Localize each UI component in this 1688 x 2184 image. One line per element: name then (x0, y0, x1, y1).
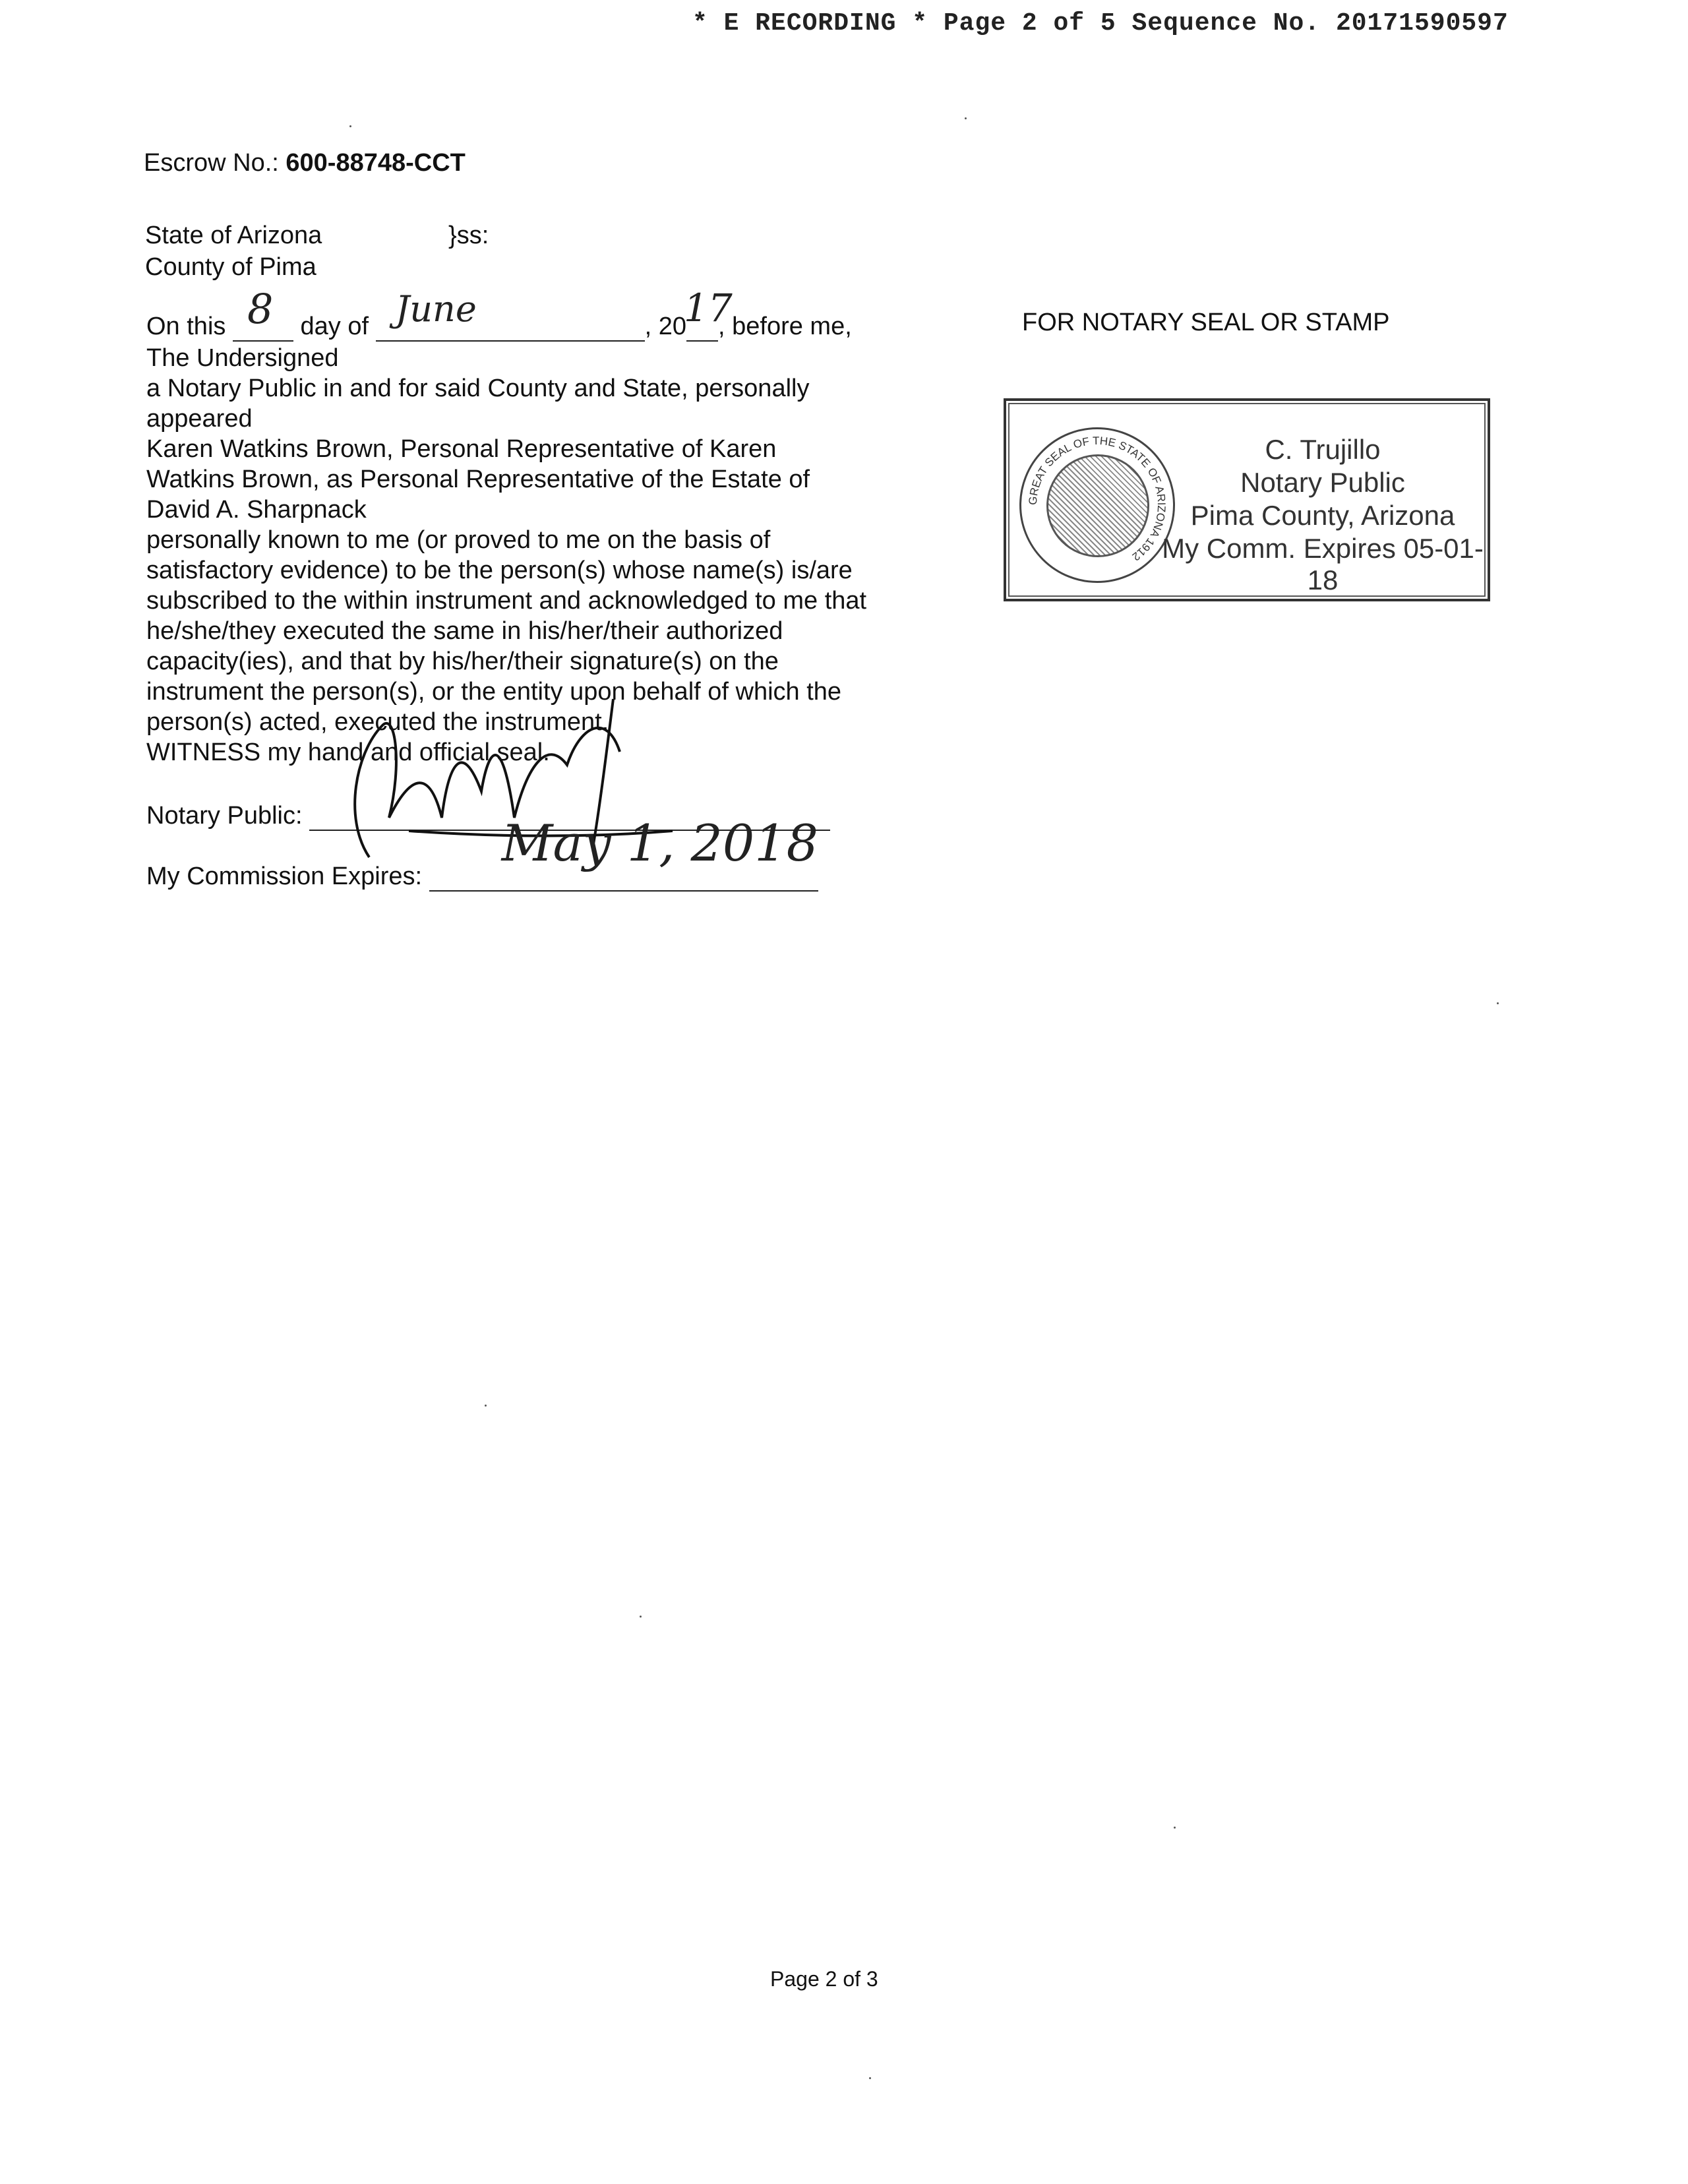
body-line-6: David A. Sharpnack (146, 496, 367, 524)
body-line-12: instrument the person(s), or the entity upon behalf of which the (146, 678, 842, 706)
day-handwritten: 8 (247, 285, 274, 333)
venue-ss: }ss: (448, 222, 489, 249)
body-line-9: subscribed to the within instrument and acknowledged to me that (146, 587, 867, 615)
scan-speck (869, 2077, 871, 2079)
seal-center-icon (1046, 454, 1149, 557)
escrow-label: Escrow No.: (144, 149, 279, 177)
body-line-14: WITNESS my hand and official seal. (146, 739, 550, 766)
recording-banner: * E RECORDING * Page 2 of 5 Sequence No. 20171590597 (692, 9, 1509, 38)
expires-handwritten: May 1, 2018 (501, 814, 818, 872)
notary-label: Notary Public: (146, 802, 303, 830)
body-line-13: person(s) acted, executed the instrument. (146, 708, 609, 736)
scan-speck (640, 1616, 642, 1618)
body-line-7: personally known to me (or proved to me on the basis of (146, 526, 771, 554)
stamp-notary-title: Notary Public (1240, 467, 1405, 498)
body-line-3: appeared (146, 405, 253, 433)
scan-speck (1174, 1827, 1176, 1829)
body-line-8: satisfactory evidence) to be the person(s) whose name(s) is/are (146, 557, 853, 584)
scan-speck (349, 125, 351, 127)
state-seal (1019, 427, 1175, 583)
body-line-1: The Undersigned (146, 344, 339, 372)
stamp-expires: My Comm. Expires 05-01-18 (1162, 533, 1484, 595)
escrow-number: 600-88748-CCT (286, 149, 466, 177)
stamp-notary-name: C. Trujillo (1265, 434, 1381, 465)
day-blank (233, 285, 293, 342)
month-handwritten: June (395, 288, 477, 330)
scan-speck (485, 1405, 487, 1407)
body-line-11: capacity(ies), and that by his/her/their signature(s) on the (146, 648, 779, 675)
stamp-heading: FOR NOTARY SEAL OR STAMP (1022, 309, 1390, 336)
expires-label: My Commission Expires: (146, 863, 423, 890)
on-this-label: On this (146, 313, 226, 340)
scan-speck (1497, 1002, 1499, 1004)
day-of-label: day of (300, 313, 369, 340)
body-line-2: a Notary Public in and for said County and State, personally (146, 375, 810, 402)
escrow-line (144, 148, 466, 178)
page-footer: Page 2 of 3 (770, 1967, 878, 1991)
year-blank (684, 286, 733, 342)
scan-speck (965, 117, 967, 119)
venue-state: State of Arizona (145, 222, 322, 249)
year-prefix: , 20 (644, 313, 686, 340)
year-handwritten: 17 (684, 286, 733, 330)
before-me-label: , before me, (718, 313, 852, 340)
notary-stamp (1004, 398, 1490, 601)
date-line (146, 285, 852, 342)
month-blank (376, 288, 645, 342)
venue-county: County of Pima (145, 253, 316, 281)
expires-blank (429, 814, 818, 892)
body-line-4: Karen Watkins Brown, Personal Representative of Karen (146, 435, 777, 463)
body-line-5: Watkins Brown, as Personal Representative of the Estate of (146, 466, 810, 493)
seal-ring-text: GREAT SEAL OF THE STATE OF ARIZONA 1912 (1026, 434, 1168, 564)
body-line-10: he/she/they executed the same in his/her/their authorized (146, 617, 783, 645)
stamp-county: Pima County, Arizona (1190, 500, 1455, 531)
